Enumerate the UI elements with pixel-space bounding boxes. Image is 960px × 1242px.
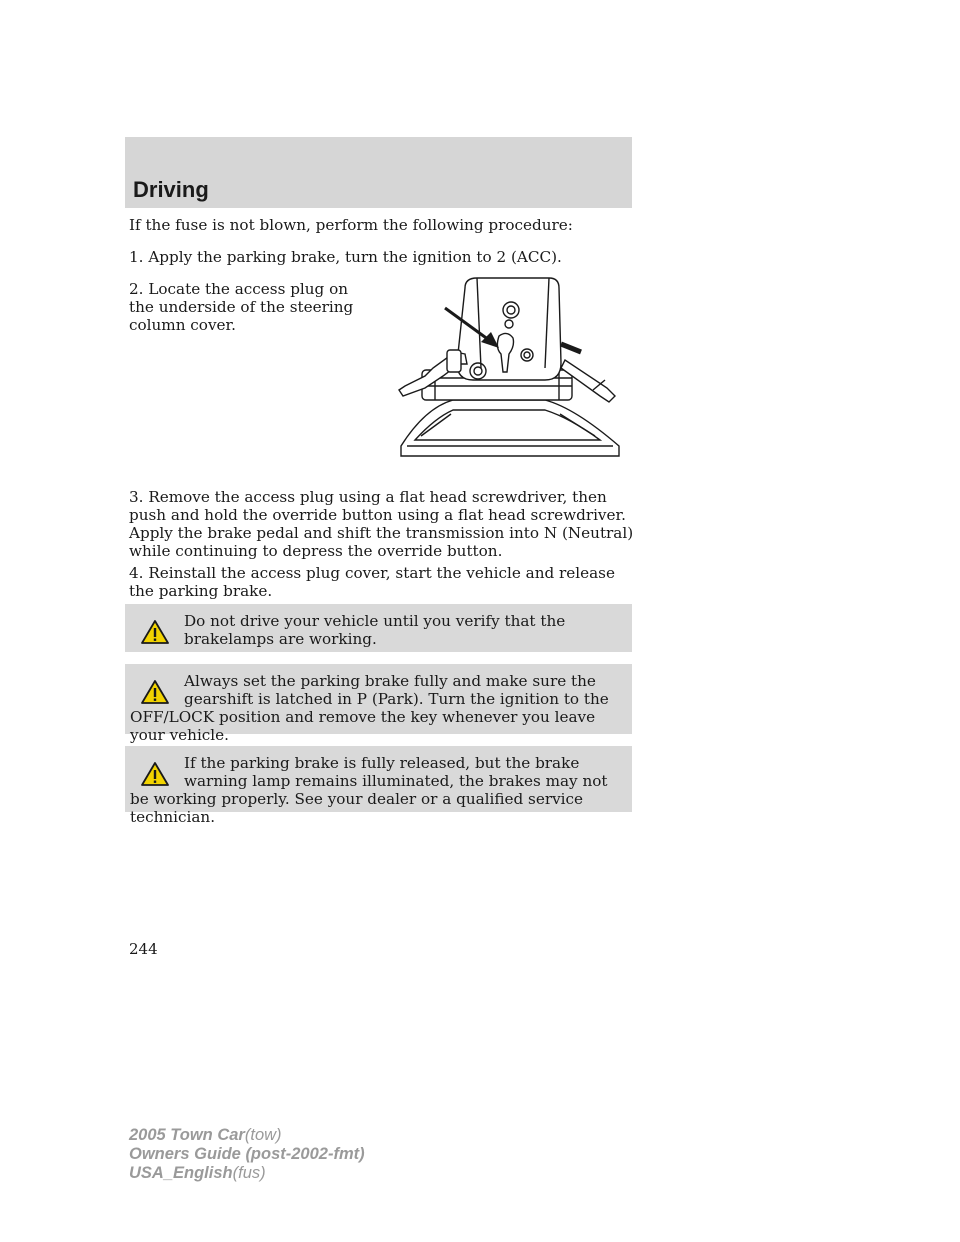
steering-column-illustration <box>395 268 625 466</box>
warning-triangle-icon <box>140 761 170 787</box>
warning-triangle-icon <box>140 619 170 645</box>
step-2: 2. Locate the access plug on the underside of the steering column cover. <box>129 280 354 334</box>
footer-model: 2005 Town Car <box>129 1126 245 1144</box>
document-footer <box>129 1126 365 1183</box>
footer-language: USA_English <box>129 1164 233 1182</box>
warning-box-1 <box>125 604 632 652</box>
warning-text-3: If the parking brake is fully released, but the brake warning lamp remains illuminated, the brakes may not be working properly. See your dealer or a qualified service technician. <box>130 754 608 826</box>
footer-guide: Owners Guide (post-2002-fmt) <box>129 1145 365 1163</box>
step-1: 1. Apply the parking brake, turn the ignition to 2 (ACC). <box>129 248 562 266</box>
warning-triangle-icon <box>140 679 170 705</box>
section-title: Driving <box>133 177 209 202</box>
warning-box-3 <box>125 746 632 826</box>
step-4: 4. Reinstall the access plug cover, start the vehicle and release the parking brake. <box>129 564 615 600</box>
intro-paragraph: If the fuse is not blown, perform the following procedure: <box>129 216 573 234</box>
warning-text-1: Do not drive your vehicle until you verify that the brakelamps are working. <box>184 612 566 648</box>
page-number: 244 <box>129 940 158 958</box>
step-3: 3. Remove the access plug using a flat head screwdriver, then push and hold the override button using a flat head screwdriver. Apply the brake pedal and shift the transmission into N (Neutral) while continuing to depress the override button. <box>129 488 634 560</box>
footer-language-code: (fus) <box>232 1164 266 1182</box>
warning-text-2: Always set the parking brake fully and make sure the gearshift is latched in P (Park). Turn the ignition to the OFF/LOCK position and remove the key whenever you leave your vehicle. <box>130 672 609 744</box>
footer-model-code: (tow) <box>244 1126 282 1144</box>
warning-box-2 <box>125 664 632 744</box>
